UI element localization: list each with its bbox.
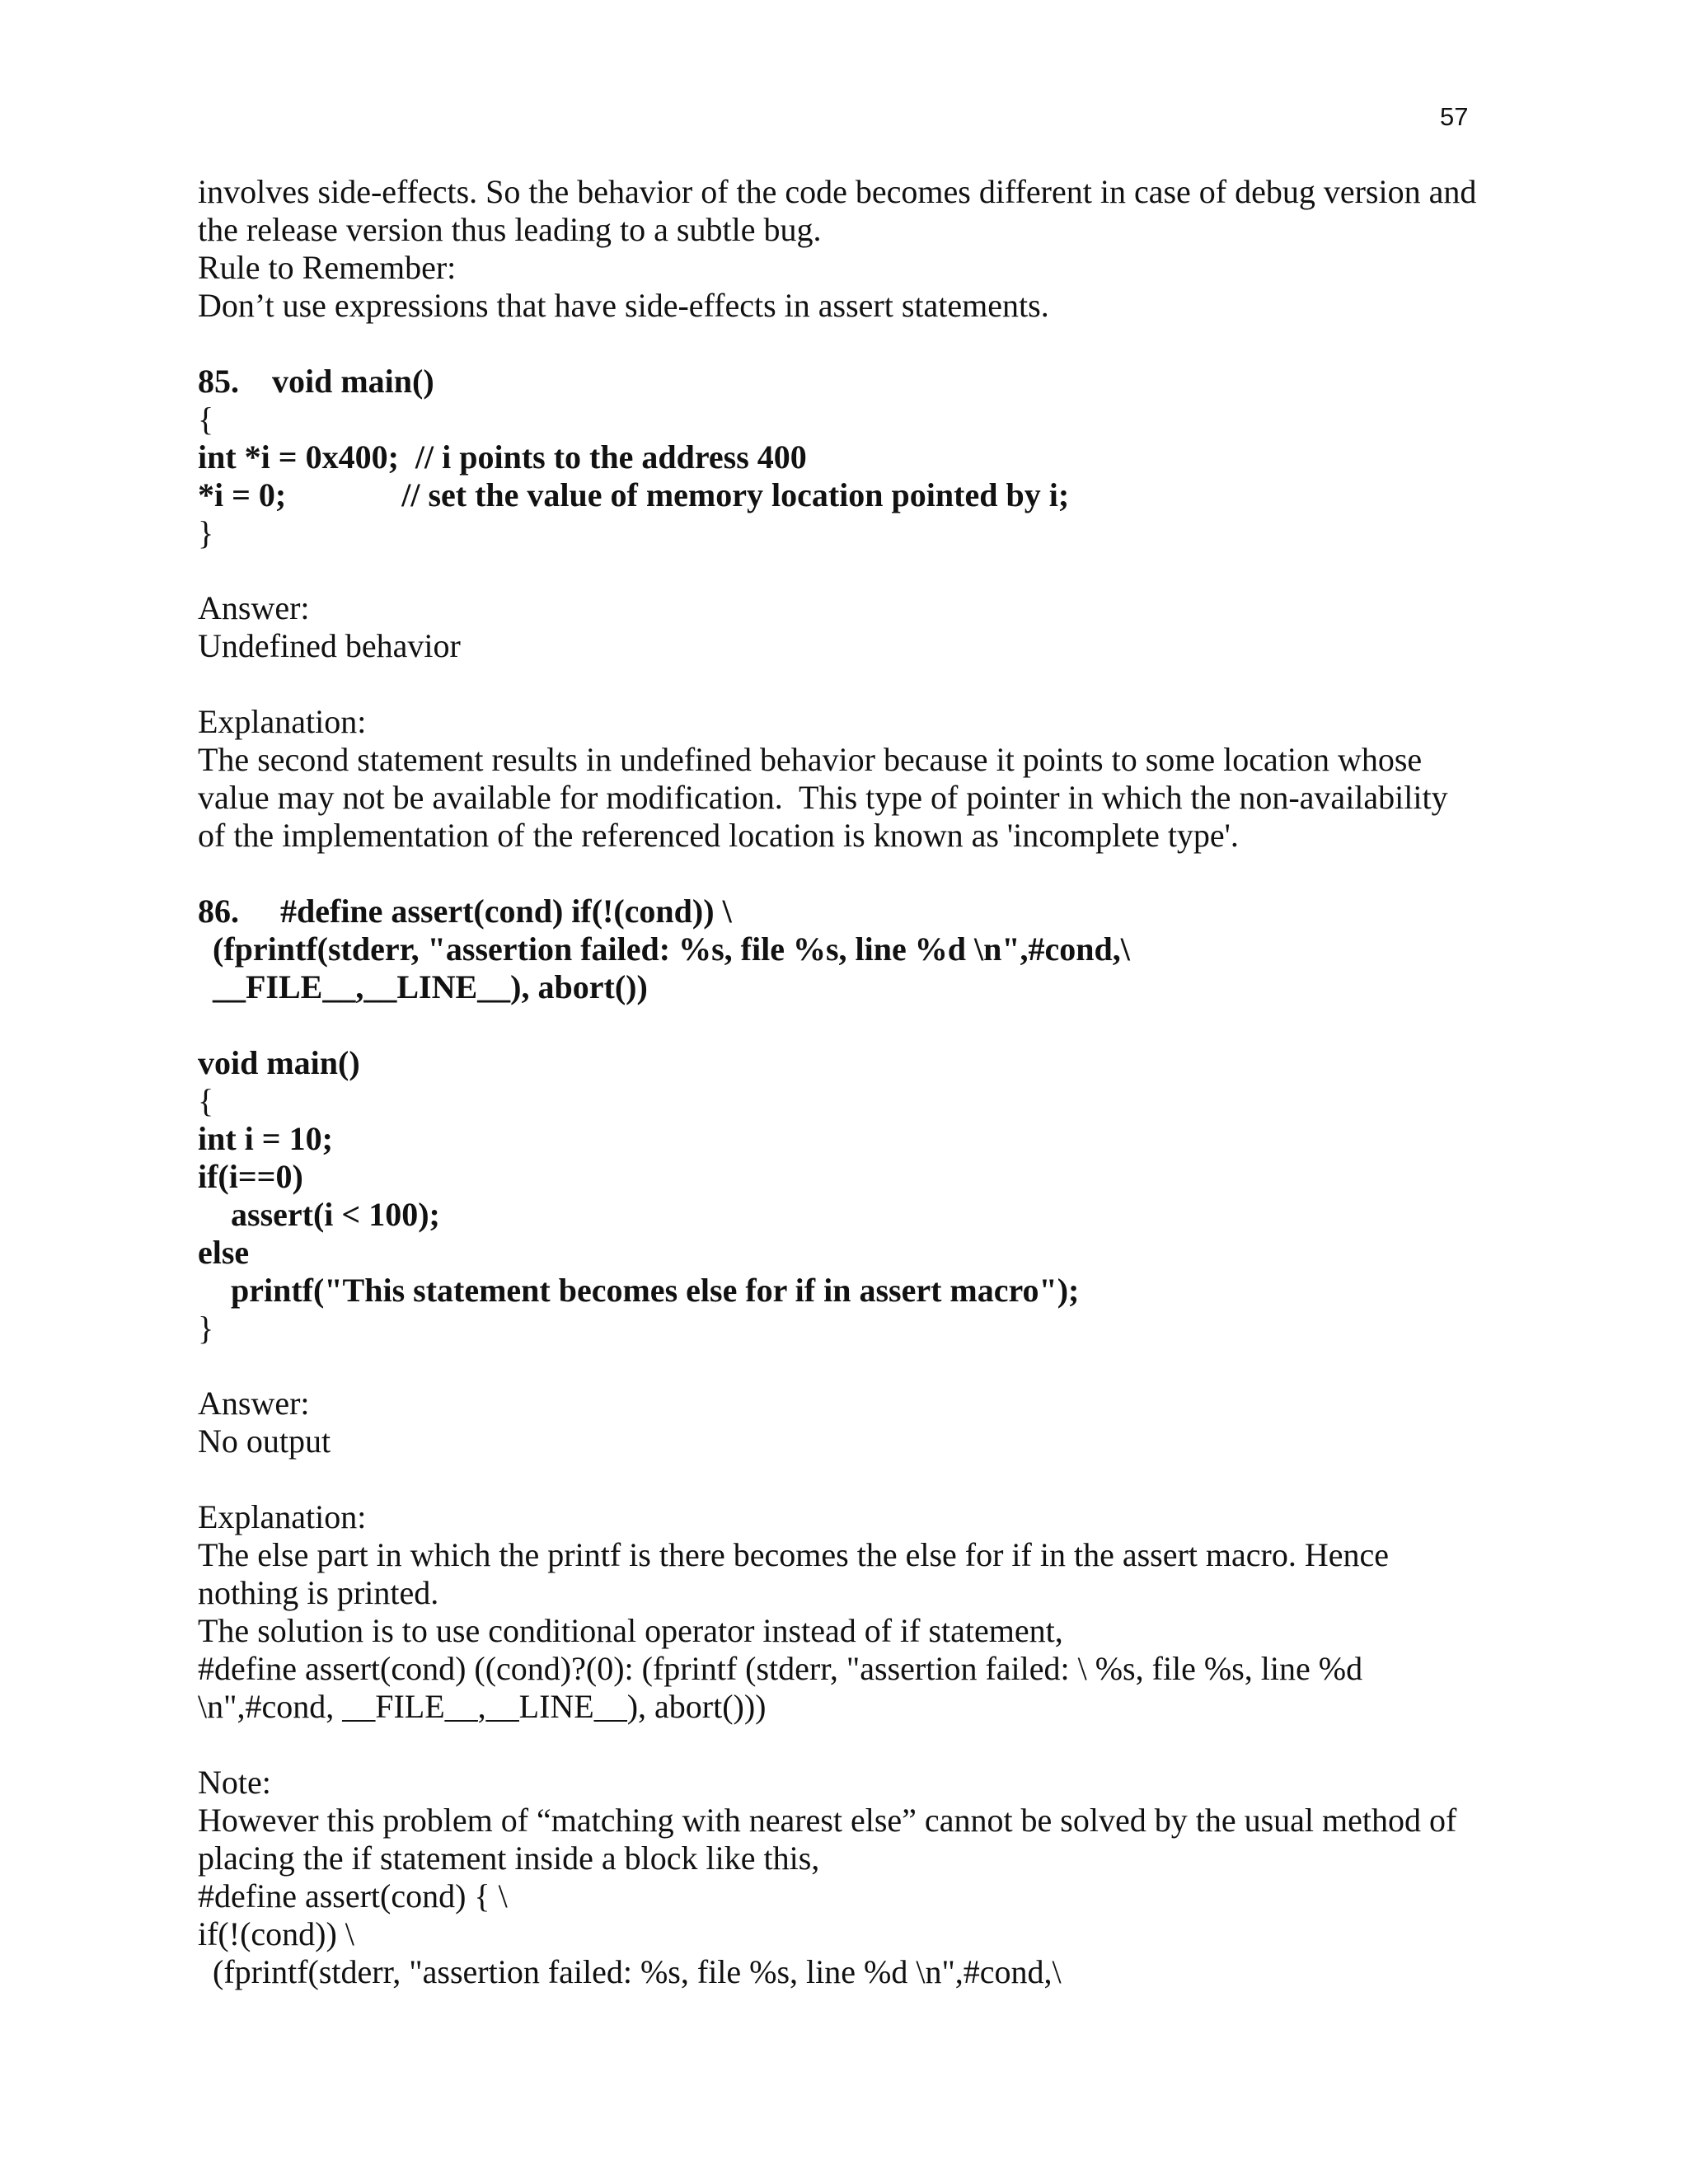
answer-text: No output	[198, 1422, 331, 1460]
code-line: assert(i < 100);	[231, 1196, 440, 1233]
explanation-label: Explanation:	[198, 1498, 367, 1535]
explanation-line: The solution is to use conditional operator instead of if statement,	[198, 1612, 1063, 1649]
note-line: #define assert(cond) { \	[198, 1877, 508, 1915]
code-line: *i = 0; // set the value of memory location pointed by i;	[198, 476, 1070, 513]
explanation-line: The else part in which the printf is there becomes the else for if in the assert macro. Hence	[198, 1536, 1389, 1573]
code-line: printf("This statement becomes else for if in assert macro");	[231, 1272, 1080, 1309]
explanation-line: of the implementation of the referenced location is known as 'incomplete type'.	[198, 817, 1239, 854]
answer-label: Answer:	[198, 589, 310, 626]
code-line: else	[198, 1234, 250, 1271]
body-line: the release version thus leading to a subtle bug.	[198, 211, 822, 248]
explanation-line: \n",#cond, __FILE__,__LINE__), abort()))	[198, 1688, 767, 1725]
answer-label: Answer:	[198, 1385, 310, 1422]
question-85-heading: 85. void main()	[198, 363, 434, 400]
note-line: (fprintf(stderr, "assertion failed: %s, file %s, line %d \n",#cond,\	[213, 1953, 1062, 1990]
code-line: int i = 10;	[198, 1120, 333, 1157]
code-line: {	[198, 401, 214, 438]
code-line: }	[198, 514, 214, 551]
page-number: 57	[1440, 102, 1469, 131]
answer-text: Undefined behavior	[198, 627, 461, 664]
code-line: (fprintf(stderr, "assertion failed: %s, file %s, line %d \n",#cond,\	[213, 930, 1130, 968]
code-line: {	[198, 1082, 214, 1119]
body-line: involves side-effects. So the behavior of the code becomes different in case of debug version and	[198, 173, 1477, 210]
code-line: }	[198, 1310, 214, 1347]
code-line: __FILE__,__LINE__), abort())	[213, 968, 648, 1005]
explanation-label: Explanation:	[198, 703, 367, 740]
explanation-line: nothing is printed.	[198, 1574, 439, 1611]
note-line: placing the if statement inside a block like this,	[198, 1840, 820, 1877]
note-line: However this problem of “matching with nearest else” cannot be solved by the usual method of	[198, 1802, 1457, 1839]
body-line: Rule to Remember:	[198, 249, 457, 286]
explanation-line: #define assert(cond) ((cond)?(0): (fprintf (stderr, "assertion failed: \ %s, file %s, line %d	[198, 1650, 1363, 1687]
note-label: Note:	[198, 1764, 271, 1801]
explanation-line: The second statement results in undefined behavior because it points to some location whose	[198, 741, 1423, 778]
body-line: Don’t use expressions that have side-effects in assert statements.	[198, 287, 1049, 324]
code-line: void main()	[198, 1044, 360, 1081]
code-line: int *i = 0x400; // i points to the address 400	[198, 438, 807, 476]
question-86-heading: 86. #define assert(cond) if(!(cond)) \	[198, 893, 732, 930]
note-line: if(!(cond)) \	[198, 1915, 354, 1952]
explanation-line: value may not be available for modification. This type of pointer in which the non-availability	[198, 779, 1448, 816]
code-line: if(i==0)	[198, 1158, 303, 1195]
